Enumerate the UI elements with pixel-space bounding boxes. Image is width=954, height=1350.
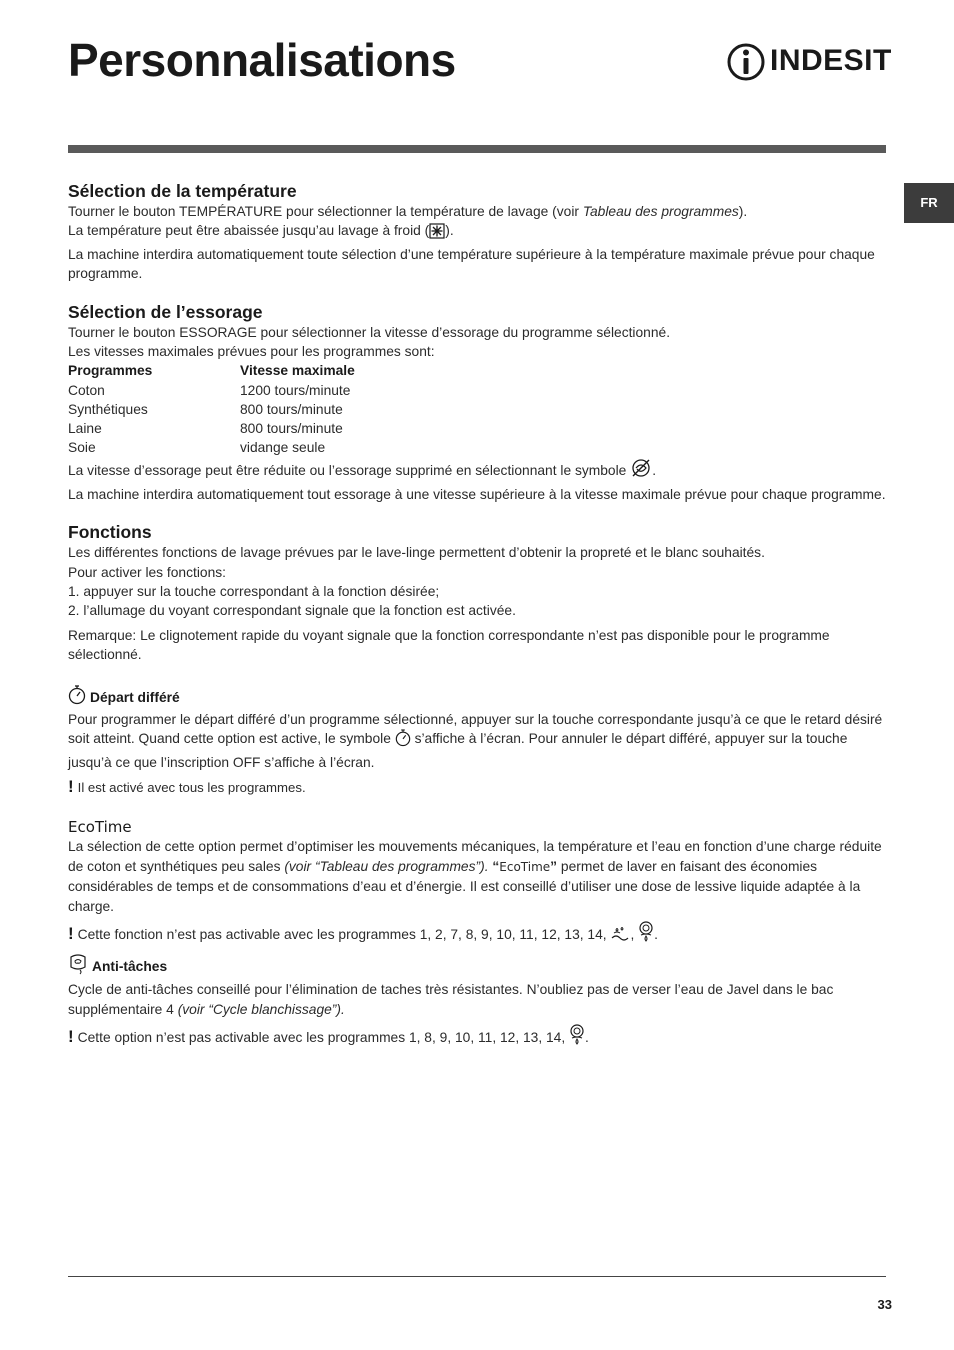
spin-section: [68, 301, 888, 505]
temperature-section: [68, 180, 888, 284]
spin-line2: Les vitesses maximales prévues pour les programmes sont:: [68, 344, 435, 360]
ecotime-inline-label: EcoTime: [499, 859, 551, 874]
speed-table: [68, 361, 355, 457]
page-title: Personnalisations: [68, 34, 456, 86]
functions-section: [68, 521, 888, 1051]
spin-line1: Tourner le bouton ESSORAGE pour sélectionner la vitesse d’essorage du programme sélectionné.: [68, 324, 671, 340]
table-row: [68, 381, 355, 400]
timer-icon: [395, 729, 411, 752]
table-cell: Synthétiques: [68, 401, 148, 417]
speed-table-header: [68, 361, 355, 380]
footer-rule: [68, 1276, 886, 1277]
delayed-start-note: ! Il est activé avec tous les programmes.: [68, 776, 306, 796]
warning-mark: !: [68, 776, 74, 796]
no-spin-icon: [630, 457, 652, 484]
table-cell: Coton: [68, 382, 105, 398]
table-cell: Laine: [68, 421, 102, 437]
stain-removal-block: [68, 953, 888, 1051]
ecotime-text: La sélection de cette option permet d’optimiser les mouvements mécaniques, la température et l’eau en fonction d’une charge réduite de coton et synthétiques peu sales (voir “Tableau des programmes”). “EcoTime” permet de laver en faisant des économies considérables de temps et de consommations d’eau et d’énergie. Il est conseillé d’utiliser une dose de lessive liquide adaptée à la charge.: [68, 839, 882, 914]
table-row: [68, 400, 355, 419]
functions-remark: Remarque: Le clignotement rapide du voyant signale que la fonction correspondante n’est pas disponible pour le programme sélectionné.: [68, 627, 830, 663]
rinse-icon: [610, 925, 630, 948]
speed-table-header-program: Programmes: [68, 363, 153, 379]
spin-line3: La vitesse d’essorage peut être réduite ou l’essorage supprimé en sélectionnant le symbole .: [68, 457, 888, 484]
timer-icon: [68, 685, 86, 710]
brand-logo-icon: [726, 40, 766, 84]
speed-table-header-speed: Vitesse maximale: [240, 363, 355, 379]
temperature-line2: La température peut être abaissée jusqu’au lavage à froid ( ).: [68, 221, 888, 244]
brand-logo: [726, 40, 892, 84]
table-cell: 800 tours/minute: [240, 401, 343, 417]
functions-intro1: Les différentes fonctions de lavage prévues par le lave-linge permettent d’obtenir la propreté et le blanc souhaités.: [68, 545, 765, 561]
brand-name: INDESIT: [770, 44, 892, 77]
warning-mark: !: [68, 923, 74, 943]
ecotime-block: [68, 817, 888, 948]
temperature-heading: Sélection de la température: [68, 181, 297, 201]
snowflake-icon: [429, 223, 445, 244]
delayed-start-heading: Départ différé: [68, 685, 888, 710]
language-tab: FR: [904, 183, 954, 223]
spin-drain-icon: [638, 921, 654, 948]
functions-step2: 2. l’allumage du voyant correspondant signale que la fonction est activée.: [68, 603, 516, 619]
table-cell: 800 tours/minute: [240, 421, 343, 437]
spin-line4: La machine interdira automatiquement tout essorage à une vitesse supérieure à la vitesse maximale prévue pour chaque programme.: [68, 486, 886, 502]
page-number: 33: [877, 1297, 892, 1312]
spin-heading: Sélection de l’essorage: [68, 301, 263, 322]
main-content: [68, 180, 888, 1052]
table-cell: Soie: [68, 440, 96, 456]
temperature-line1: Tourner le bouton TEMPÉRATURE pour sélectionner la température de lavage (voir Tableau des programmes).: [68, 204, 748, 219]
header-rule: [68, 145, 886, 153]
stain-removal-note: ! Cette option n’est pas activable avec les programmes 1, 8, 9, 10, 11, 12, 13, 14, .: [68, 1024, 888, 1051]
functions-heading: Fonctions: [68, 522, 152, 543]
spin-drain-icon: [569, 1024, 585, 1051]
ecotime-heading: EcoTime: [68, 818, 132, 837]
delayed-start-text: Pour programmer le départ différé d’un programme sélectionné, appuyer sur la touche correspondante jusqu’à ce que le retard désiré soit atteint. Quand cette option est active, le symbole s’affiche à l’écran. Pour annuler le départ différé, appuyer sur la touche jusqu’à ce que l’inscription OFF s’affiche à l’écran.: [68, 711, 883, 770]
table-row: [68, 419, 355, 438]
temperature-line3: La machine interdira automatiquement toute sélection d’une température supérieure à la température maximale prévue pour chaque programme.: [68, 246, 875, 282]
table-cell: vidange seule: [240, 440, 326, 456]
functions-intro2: Pour activer les fonctions:: [68, 564, 226, 580]
functions-step1: 1. appuyer sur la touche correspondant à la fonction désirée;: [68, 584, 440, 600]
table-cell: 1200 tours/minute: [240, 382, 351, 398]
delayed-start-block: [68, 685, 888, 798]
stain-removal-heading: Anti-tâches: [68, 953, 888, 980]
stain-removal-icon: [68, 953, 88, 980]
stain-removal-text: Cycle de anti-tâches conseillé pour l’élimination de taches très résistantes. N’oubliez pas de verser l’eau de Javel dans le bac supplémentaire 4 (voir “Cycle blanchissage”).: [68, 982, 834, 1017]
warning-mark: !: [68, 1027, 74, 1047]
table-row: [68, 438, 355, 457]
ecotime-note: ! Cette fonction n’est pas activable avec les programmes 1, 2, 7, 8, 9, 10, 11, 12, 13, 14, , .: [68, 921, 888, 948]
